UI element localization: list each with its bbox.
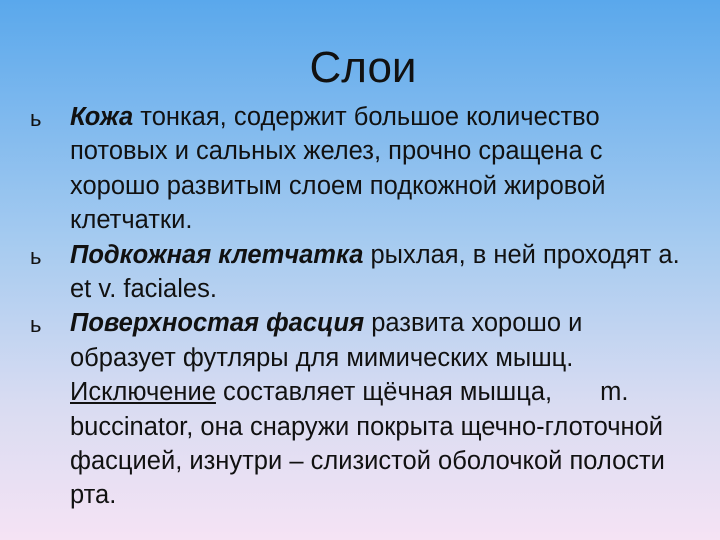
bullet-item-subcutaneous xyxy=(30,238,690,307)
bullet-exception-word: Исключение xyxy=(70,378,216,407)
slide-title xyxy=(0,40,720,96)
bullet-lead-subcutaneous: Подкожная клетчатка xyxy=(70,240,364,269)
slide-title-text: Слои xyxy=(309,43,417,92)
bullet-marker: ь xyxy=(30,243,42,269)
bullet-text-fascia: развита хорошо и образует футляры для мимических мышц. xyxy=(70,309,583,372)
bullet-marker: ь xyxy=(30,106,42,131)
bullet-item-fascia xyxy=(30,306,690,512)
bullet-marker: ь xyxy=(30,312,42,338)
bullet-text-fascia-3: m. buccinator, она снаружи покрыта щечно-глоточной фасцией, изнутри – слизистой оболочкой полости рта. xyxy=(70,378,665,510)
bullet-lead-skin: Кожа xyxy=(70,103,134,131)
bullet-lead-fascia: Поверхностая фасция xyxy=(70,309,365,338)
bullet-text-subcutaneous: рыхлая, в ней проходят a. et v. faciales. xyxy=(70,240,680,304)
bullet-list xyxy=(30,100,690,513)
bullet-text-skin: тонкая, содержит большое количество потовых и сальных желез, прочно сращена с хорошо развитым слоем подкожной жировой клетчатки. xyxy=(70,103,606,235)
bullet-item-skin xyxy=(30,100,690,238)
bullet-text-fascia-2: составляет щёчная мышца, xyxy=(215,378,553,407)
